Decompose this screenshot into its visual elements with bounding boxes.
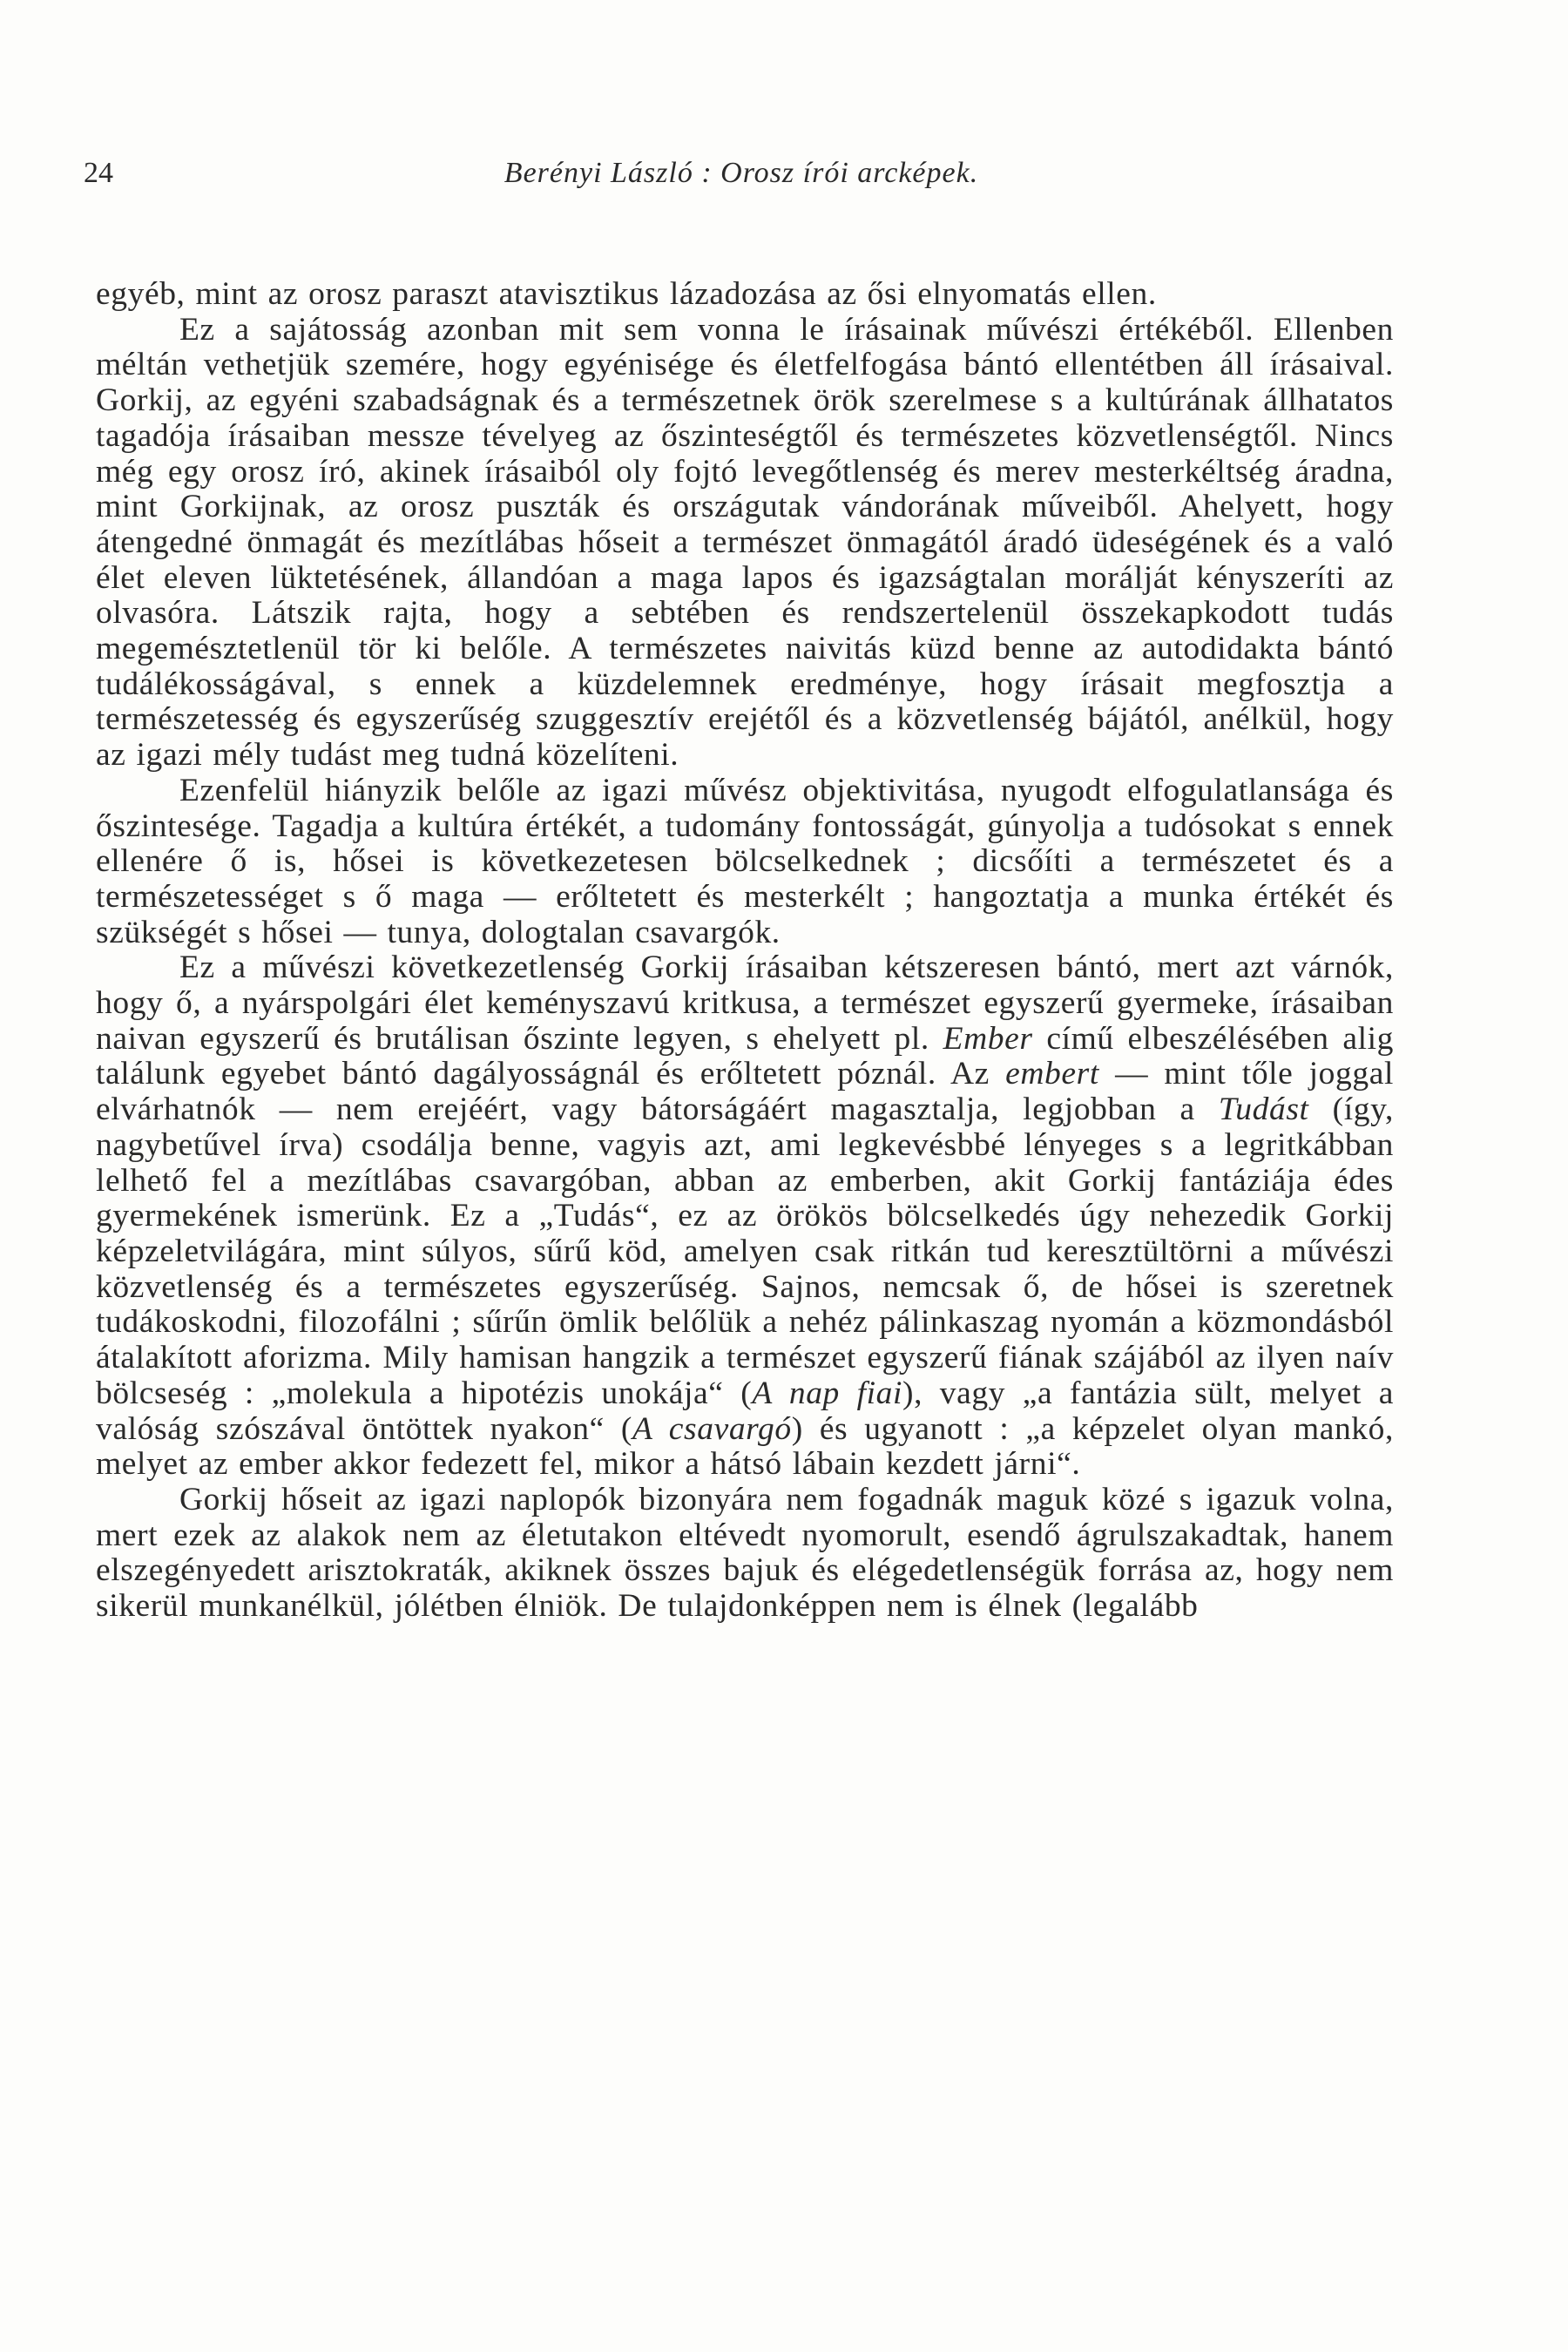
page-number: 24 bbox=[84, 157, 113, 189]
italic-title: Ember bbox=[943, 1020, 1033, 1057]
paragraph-3: Ezenfelül hiányzik belőle az igazi művész objektivitása, nyugodt elfogulatlansága és őszintesége. Tagadja a kultúra értékét, a tudomány fontosságát, gúnyolja a tudósokat s ennek ellenére ő is, hősei is következetesen bölcselkednek ; dicsőíti a természetet és a természetességet s ő maga — erőltetett és mesterkélt ; hangoztatja a munka értékét és szükségét s hősei — tunya, dologtalan csavargók. bbox=[96, 772, 1394, 950]
paragraph-1: egyéb, mint az orosz paraszt atavisztikus lázadozása az ősi elnyomatás ellen. bbox=[96, 276, 1157, 312]
text-run: ) és ugyanott : „a képzelet olyan mankó, melyet az ember akkor fedezett fel, mikor a hátsó lábain kezdett járni“. bbox=[96, 1410, 1394, 1483]
paragraph-5: Gorkij hőseit az igazi naplopók bizonyára nem fogadnák maguk közé s igazuk volna, mert ezek az alakok nem az életutakon eltévedt nyomorult, esendő ágrulszakadtak, hanem elszegényedett arisztokraták, akiknek összes bajuk és elégedetlenségük forrása az, hogy nem sikerül munkanélkül, jólétben élniök. De tulajdonképpen nem is élnek (legalább bbox=[96, 1481, 1394, 1625]
paragraph-2: Ez a sajátosság azonban mit sem vonna le írásainak művészi értékéből. Ellenben méltán vethetjük szemére, hogy egyénisége és életfelfogása bántó ellentétben áll írásaival. Gorkij, az egyéni szabadságnak és a természetnek örök szerelmese s a kultúrának állhatatos tagadója írásaiban messze tévelyeg az őszinteségtől és természetes közvetlenségtől. Nincs még egy orosz író, akinek írásaiból oly fojtó levegőtlenség és merev mesterkéltség áradna, mint Gorkijnak, az orosz puszták és országutak vándorának műveiből. Ahelyett, hogy átengedné önmagát és mezítlábas hőseit a természet önmagától áradó üdeségének és a való élet eleven lüktetésének, állandóan a maga lapos és igazságtalan morálját kényszeríti az olvasóra. Látszik rajta, hogy a sebtében és rendszertelenül összekapkodott tudás megemésztetlenül tör ki belőle. A természetes naivitás küzd benne az autodidakta bántó tudálékosságával, s ennek a küzdelemnek eredménye, hogy írásait megfosztja a természetesség és egyszerűség szuggesztív erejétől és a közvetlenség bájától, anélkül, hogy az igazi mély tudást meg tudná közelíteni. bbox=[96, 311, 1394, 774]
paragraph-4 bbox=[96, 950, 1394, 1483]
text-run: című elbeszélésében alig találunk egyebet bántó dagályosságnál és erőltetett póznál. Az bbox=[96, 1020, 1394, 1092]
italic-title: embert bbox=[1005, 1056, 1099, 1092]
text-run: (így, nagybetűvel írva) csodálja benne, vagyis azt, ami legkevésbbé lényeges s a legritkábban lelhető fel a mezítlábas csavargóban, abban az emberben, akit Gorkij fantáziája édes gyermekének ismerünk. Ez a „Tudás“, ez az örökös bölcselkedés úgy nehezedik Gorkij képzeletvilágára, mint súlyos, sűrű köd, amelyen csak ritkán tud keresztültörni a művészi közvetlenség és a természetes egyszerűség. Sajnos, nemcsak ő, de hősei is szeretnek tudákoskodni, filozofálni ; sűrűn ömlik belőlük a nehéz pálinkaszag nyomán a közmondásból átalakított aforizma. Mily hamisan hangzik a természet egyszerű fiának szájából az ilyen naív bölcseség : „molekula a hipotézis unokája“ ( bbox=[96, 1092, 1395, 1411]
text-run: ), vagy „a fantázia sült, melyet a valóság szószával öntöttek nyakon“ ( bbox=[96, 1375, 1394, 1447]
body-text bbox=[96, 277, 1394, 1625]
running-head bbox=[84, 157, 1399, 206]
italic-title: A csavargó bbox=[632, 1410, 792, 1447]
text-run: Ez a művészi következetlenség Gorkij írásaiban kétszeresen bántó, mert azt várnók, hogy ő, a nyárspolgári élet keményszavú kritkusa, a természet egyszerű gyermeke, írásaiban naivan egyszerű és brutálisan őszinte legyen, s ehelyett pl. bbox=[96, 950, 1394, 1057]
italic-title: A nap fiai bbox=[752, 1375, 903, 1411]
running-title: Berényi László : Orosz írói arcképek. bbox=[504, 157, 979, 189]
text-run: — mint tőle joggal elvárhatnók — nem erejéért, vagy bátorságáért magasztalja, legjobban a bbox=[96, 1056, 1394, 1128]
italic-title: Tudást bbox=[1218, 1092, 1309, 1128]
